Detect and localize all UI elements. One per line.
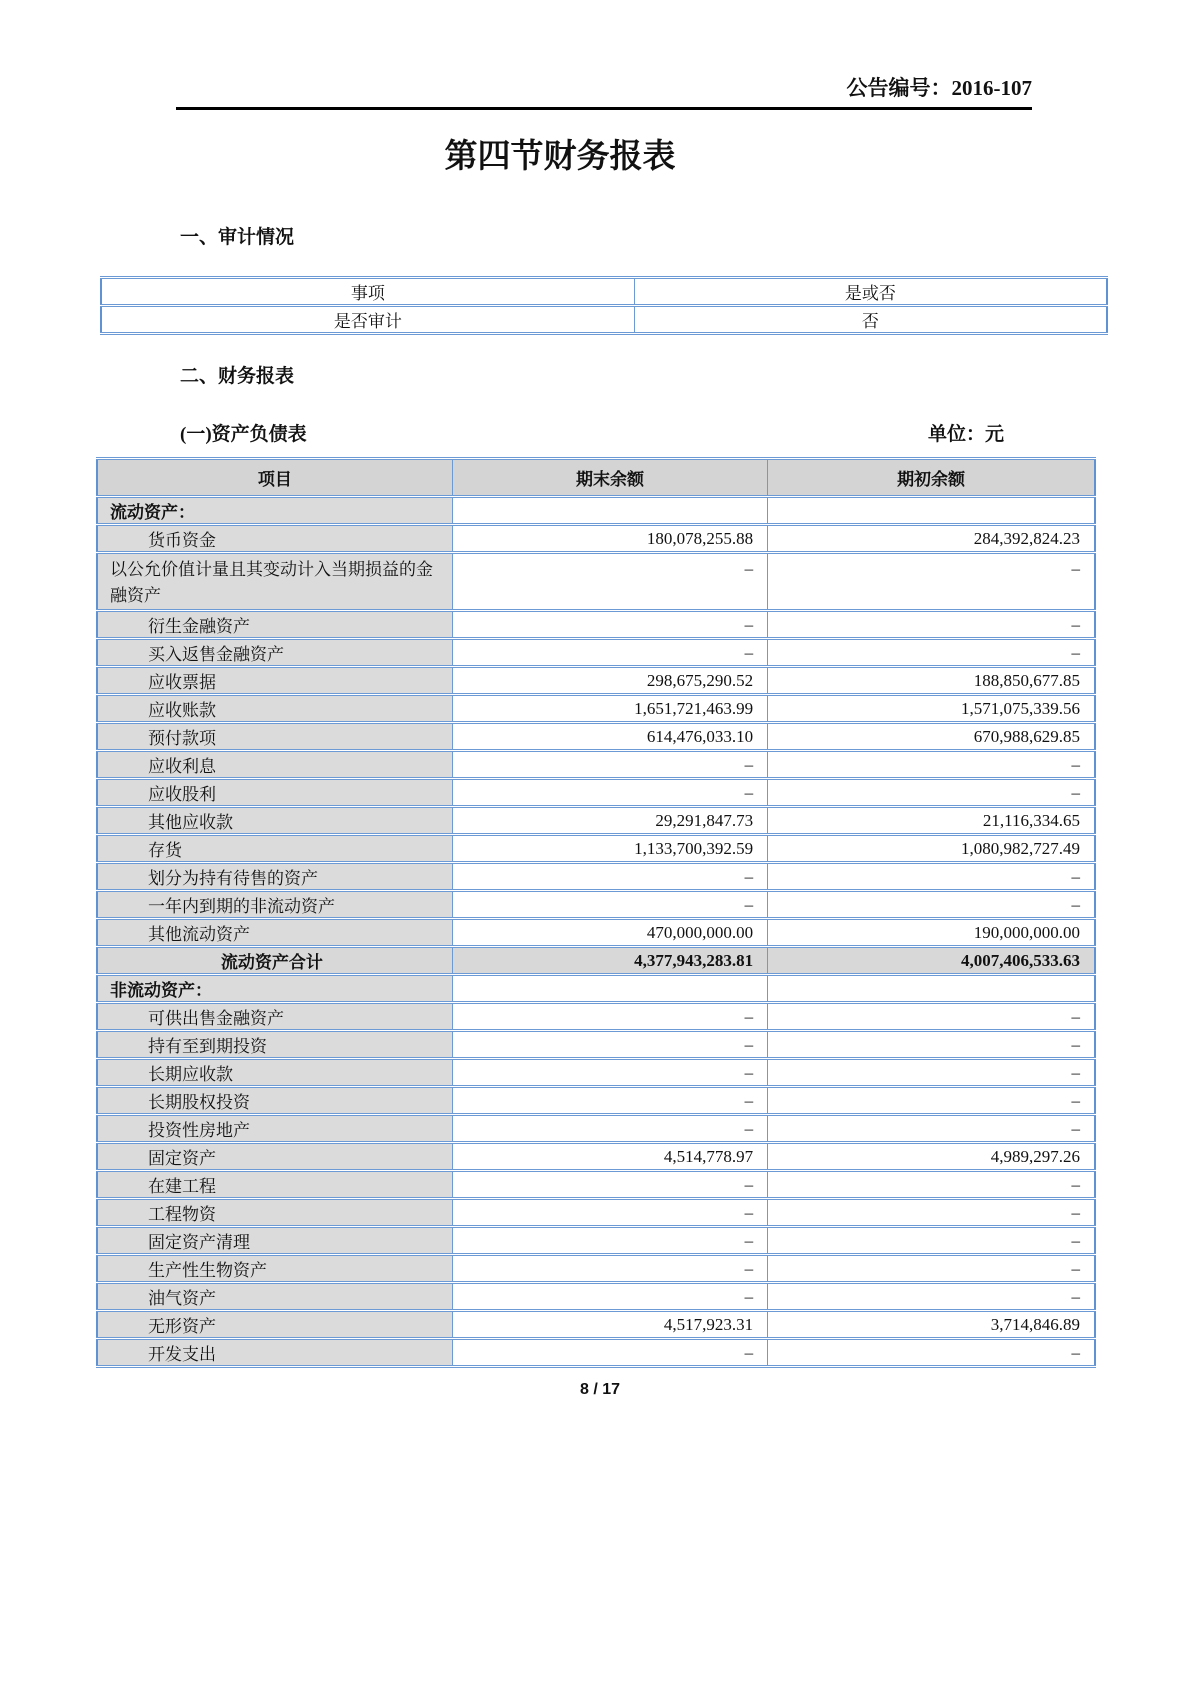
header-rule	[176, 107, 1032, 110]
balance-sheet-row	[97, 1283, 1095, 1311]
balance-sheet-row	[97, 553, 1095, 611]
row-label-cell: 开发支出	[97, 1339, 452, 1367]
balance-sheet-row	[97, 779, 1095, 807]
row-label-cell: 划分为持有待售的资产	[97, 863, 452, 891]
row-label-cell: 固定资产清理	[97, 1227, 452, 1255]
balance-sheet-title: (一)资产负债表	[180, 424, 307, 445]
row-label-cell: 衍生金融资产	[97, 611, 452, 639]
row-ending-balance-cell: 614,476,033.10	[452, 723, 767, 751]
row-label-cell: 其他应收款	[97, 807, 452, 835]
row-label-cell: 油气资产	[97, 1283, 452, 1311]
row-label-cell: 固定资产	[97, 1143, 452, 1171]
row-label-cell: 应收股利	[97, 779, 452, 807]
balance-sheet-row	[97, 497, 1095, 525]
column-header-item: 项目	[97, 459, 452, 497]
row-beginning-balance-cell: –	[768, 751, 1095, 779]
balance-sheet-row	[97, 1115, 1095, 1143]
balance-sheet-caption-row	[0, 423, 1200, 447]
row-ending-balance-cell: –	[452, 1283, 767, 1311]
row-label-cell: 非流动资产：	[97, 975, 452, 1003]
row-ending-balance-cell: –	[452, 891, 767, 919]
audit-item-cell: 是否审计	[101, 306, 634, 334]
row-beginning-balance-cell: 188,850,677.85	[768, 667, 1095, 695]
row-beginning-balance-cell: 4,989,297.26	[768, 1143, 1095, 1171]
balance-sheet-row	[97, 695, 1095, 723]
page-title: 第四节财务报表	[444, 139, 676, 175]
row-ending-balance-cell: –	[452, 1059, 767, 1087]
row-ending-balance-cell: –	[452, 1031, 767, 1059]
balance-sheet-table	[96, 457, 1096, 1368]
column-header-beginning-balance: 期初余额	[768, 459, 1095, 497]
row-ending-balance-cell: 298,675,290.52	[452, 667, 767, 695]
balance-sheet-row	[97, 723, 1095, 751]
balance-sheet-row	[97, 891, 1095, 919]
row-beginning-balance-cell: 21,116,334.65	[768, 807, 1095, 835]
row-ending-balance-cell: –	[452, 611, 767, 639]
row-label-cell: 存货	[97, 835, 452, 863]
row-ending-balance-cell: –	[452, 1003, 767, 1031]
column-header-ending-balance: 期末余额	[452, 459, 767, 497]
balance-sheet-row	[97, 1087, 1095, 1115]
row-label-cell: 应收账款	[97, 695, 452, 723]
row-label-cell: 一年内到期的非流动资产	[97, 891, 452, 919]
row-beginning-balance-cell: –	[768, 1031, 1095, 1059]
audit-table	[100, 276, 1108, 335]
row-beginning-balance-cell: –	[768, 1283, 1095, 1311]
row-label-cell: 其他流动资产	[97, 919, 452, 947]
row-ending-balance-cell: –	[452, 1087, 767, 1115]
row-label-cell: 应收票据	[97, 667, 452, 695]
row-ending-balance-cell: 29,291,847.73	[452, 807, 767, 835]
row-ending-balance-cell: 1,651,721,463.99	[452, 695, 767, 723]
row-beginning-balance-cell: 190,000,000.00	[768, 919, 1095, 947]
row-beginning-balance-cell: –	[768, 1115, 1095, 1143]
row-label-cell: 应收利息	[97, 751, 452, 779]
audit-table-row	[101, 306, 1107, 334]
row-beginning-balance-cell: –	[768, 779, 1095, 807]
doc-number: 公告编号：2016-107	[846, 76, 1032, 100]
balance-sheet-row	[97, 835, 1095, 863]
audit-header-item: 事项	[101, 278, 634, 306]
row-label-cell: 长期应收款	[97, 1059, 452, 1087]
balance-sheet-row	[97, 1171, 1095, 1199]
row-label-cell: 流动资产合计	[97, 947, 452, 975]
row-ending-balance-cell: 4,517,923.31	[452, 1311, 767, 1339]
balance-sheet-row	[97, 525, 1095, 553]
row-beginning-balance-cell: –	[768, 1255, 1095, 1283]
row-beginning-balance-cell: –	[768, 863, 1095, 891]
row-label-cell: 持有至到期投资	[97, 1031, 452, 1059]
row-ending-balance-cell	[452, 975, 767, 1003]
row-label-cell: 货币资金	[97, 525, 452, 553]
row-ending-balance-cell: 1,133,700,392.59	[452, 835, 767, 863]
row-beginning-balance-cell: –	[768, 891, 1095, 919]
balance-sheet-row	[97, 639, 1095, 667]
row-label-cell: 预付款项	[97, 723, 452, 751]
row-label-cell: 生产性生物资产	[97, 1255, 452, 1283]
row-label-cell: 买入返售金融资产	[97, 639, 452, 667]
row-ending-balance-cell: –	[452, 1171, 767, 1199]
row-beginning-balance-cell: –	[768, 639, 1095, 667]
audit-answer-cell: 否	[634, 306, 1107, 334]
balance-sheet-row	[97, 1339, 1095, 1367]
row-ending-balance-cell: 470,000,000.00	[452, 919, 767, 947]
row-label-cell: 投资性房地产	[97, 1115, 452, 1143]
row-label-cell: 流动资产：	[97, 497, 452, 525]
row-beginning-balance-cell: 4,007,406,533.63	[768, 947, 1095, 975]
row-ending-balance-cell: 4,514,778.97	[452, 1143, 767, 1171]
row-ending-balance-cell: –	[452, 751, 767, 779]
row-beginning-balance-cell: –	[768, 1087, 1095, 1115]
balance-sheet-row	[97, 975, 1095, 1003]
balance-sheet-row	[97, 1311, 1095, 1339]
unit-label: 单位：元	[927, 424, 1004, 445]
balance-sheet-row	[97, 863, 1095, 891]
row-label-cell: 无形资产	[97, 1311, 452, 1339]
balance-sheet-row	[97, 1199, 1095, 1227]
balance-sheet-row	[97, 667, 1095, 695]
balance-sheet-row	[97, 947, 1095, 975]
row-ending-balance-cell: –	[452, 1199, 767, 1227]
balance-sheet-row	[97, 611, 1095, 639]
row-ending-balance-cell: 180,078,255.88	[452, 525, 767, 553]
balance-sheet-header-row	[97, 459, 1095, 497]
audit-header-yesno: 是或否	[634, 278, 1107, 306]
row-ending-balance-cell: –	[452, 1227, 767, 1255]
balance-sheet-row	[97, 1031, 1095, 1059]
page-number: 8 / 17	[579, 1381, 621, 1398]
section-heading-financial: 二、财务报表	[180, 366, 295, 387]
row-label-cell: 在建工程	[97, 1171, 452, 1199]
row-ending-balance-cell: –	[452, 1115, 767, 1143]
balance-sheet-row	[97, 1059, 1095, 1087]
row-beginning-balance-cell	[768, 497, 1095, 525]
row-beginning-balance-cell: 1,080,982,727.49	[768, 835, 1095, 863]
audit-table-header-row	[101, 278, 1107, 306]
balance-sheet-row	[97, 1003, 1095, 1031]
row-beginning-balance-cell: 1,571,075,339.56	[768, 695, 1095, 723]
row-ending-balance-cell	[452, 497, 767, 525]
row-beginning-balance-cell: –	[768, 1199, 1095, 1227]
row-beginning-balance-cell: –	[768, 1003, 1095, 1031]
balance-sheet-row	[97, 1255, 1095, 1283]
row-label-cell: 长期股权投资	[97, 1087, 452, 1115]
row-beginning-balance-cell: –	[768, 611, 1095, 639]
row-label-cell: 以公允价值计量且其变动计入当期损益的金融资产	[97, 553, 452, 611]
balance-sheet-row	[97, 1143, 1095, 1171]
row-beginning-balance-cell: 670,988,629.85	[768, 723, 1095, 751]
row-ending-balance-cell: –	[452, 553, 767, 611]
row-beginning-balance-cell: –	[768, 1227, 1095, 1255]
balance-sheet-row	[97, 919, 1095, 947]
row-beginning-balance-cell: –	[768, 1339, 1095, 1367]
row-beginning-balance-cell: –	[768, 553, 1095, 611]
row-ending-balance-cell: –	[452, 863, 767, 891]
section-heading-audit: 一、审计情况	[180, 227, 295, 248]
audit-table-body	[101, 306, 1107, 334]
row-label-cell: 可供出售金融资产	[97, 1003, 452, 1031]
row-beginning-balance-cell	[768, 975, 1095, 1003]
row-ending-balance-cell: –	[452, 1339, 767, 1367]
row-beginning-balance-cell: –	[768, 1059, 1095, 1087]
row-beginning-balance-cell: –	[768, 1171, 1095, 1199]
row-ending-balance-cell: –	[452, 1255, 767, 1283]
balance-sheet-row	[97, 751, 1095, 779]
row-beginning-balance-cell: 284,392,824.23	[768, 525, 1095, 553]
balance-sheet-row	[97, 807, 1095, 835]
row-ending-balance-cell: –	[452, 639, 767, 667]
row-ending-balance-cell: 4,377,943,283.81	[452, 947, 767, 975]
row-label-cell: 工程物资	[97, 1199, 452, 1227]
balance-sheet-row	[97, 1227, 1095, 1255]
balance-sheet-body	[97, 497, 1095, 1367]
row-ending-balance-cell: –	[452, 779, 767, 807]
row-beginning-balance-cell: 3,714,846.89	[768, 1311, 1095, 1339]
